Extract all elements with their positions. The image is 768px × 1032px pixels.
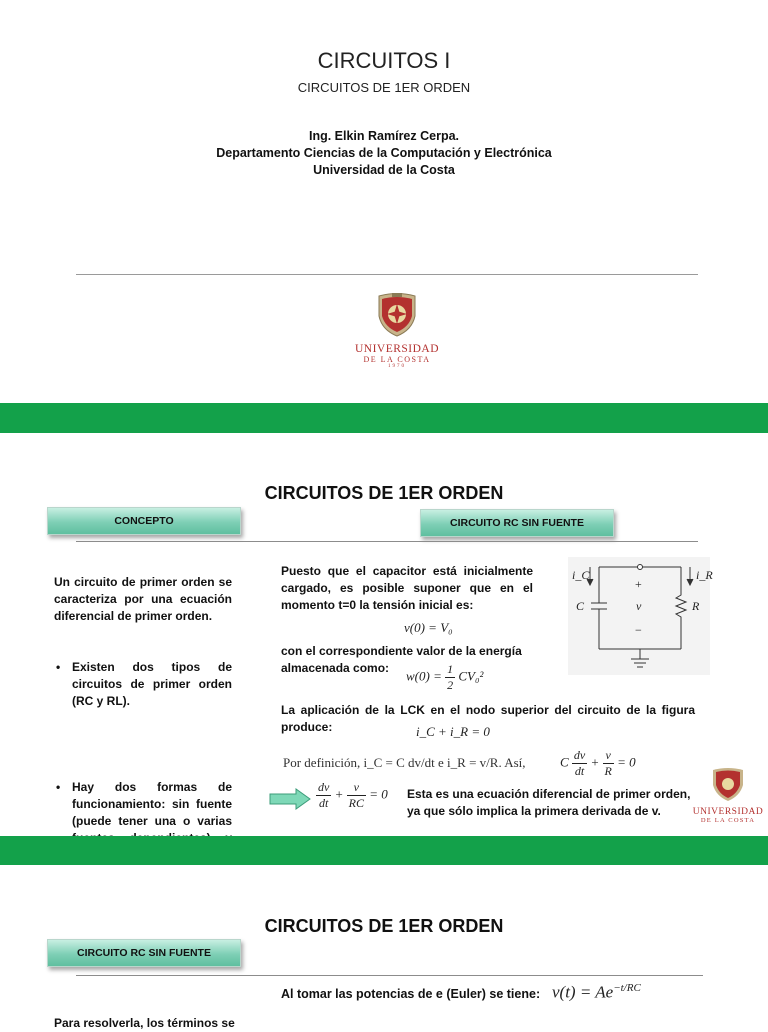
eq-term: dv [573, 748, 586, 762]
logo-sub: DE LA COSTA [700, 817, 756, 824]
eq-term: RC [348, 796, 364, 810]
definition-text: Por definición, i_C = C dv/dt e i_R = v/R. Así, [283, 755, 526, 770]
label-ic: i_C [572, 568, 590, 582]
final-text: Esta es una ecuación diferencial de primer orden, ya que sólo implica la primera derivada de v. [407, 787, 691, 818]
eq-kcl: i_C + i_R = 0 [416, 724, 490, 739]
eq-c-derivative [560, 748, 636, 779]
divider [76, 541, 698, 542]
eq-v0: v(0) = V₀ [404, 620, 453, 635]
bullet-item: • Existen dos tipos de circuitos de primer orden (RC y RL). [54, 659, 232, 710]
label-ir: i_R [696, 568, 713, 582]
euler-text: Al tomar las potencias de e (Euler) se tiene: [281, 987, 541, 1001]
logo-sub: DE LA COSTA [363, 355, 431, 364]
eq-term: = 0 [369, 786, 388, 802]
bullet-item: • Hay dos formas de funcionamiento: sin fuente (puede tener una o varias [54, 779, 232, 864]
shield-icon [690, 766, 766, 802]
eq-w0-rhs: CV₀² [458, 668, 484, 684]
eq-w0-den: 2 [447, 678, 454, 692]
slide1-author: Ing. Elkin Ramírez Cerpa. [308, 129, 460, 143]
divider [76, 975, 703, 976]
slide1-department: Departamento Ciencias de la Computación y Electrónica [216, 146, 552, 160]
label-v: v [636, 599, 642, 613]
green-band [0, 403, 768, 433]
slide2-heading: CIRCUITOS DE 1ER ORDEN [264, 483, 504, 503]
para-initial-voltage: Puesto que el capacitor está inicialmente cargado, es posible suponer que en el momento t=0 la tensión inicial es: [281, 564, 533, 612]
divider [76, 274, 698, 275]
logo-name: UNIVERSIDAD [692, 807, 764, 817]
label-plus: + [635, 577, 642, 591]
euler-eq [552, 982, 641, 1003]
university-logo [352, 290, 442, 369]
eq-w0 [406, 662, 483, 693]
eq-term: + [334, 786, 344, 802]
slide1-subtitle: CIRCUITOS DE 1ER ORDEN [297, 80, 471, 95]
eq-term: dv [318, 780, 330, 794]
label-r: R [692, 599, 700, 613]
eq-term: v(t) = Ae [552, 982, 614, 1002]
eq-w0-lhs: w(0) = [406, 668, 442, 684]
slide3-heading: CIRCUITOS DE 1ER ORDEN [264, 916, 504, 936]
eq-final [316, 780, 388, 811]
label-minus: − [635, 623, 642, 637]
university-logo-small [690, 766, 766, 826]
eq-term: v [347, 780, 366, 796]
green-band [0, 836, 768, 865]
bottom-text: Para resolverla, los términos se [54, 1016, 235, 1030]
concept-pill: CONCEPTO [47, 507, 241, 535]
para-energy: con el correspondiente valor de la energía almacenada como: [281, 644, 522, 675]
para-kcl: La aplicación de la LCK en el nodo superior del circuito de la figura produce: [281, 703, 695, 734]
eq-term: C [560, 754, 569, 770]
arrow-right-icon [268, 788, 312, 810]
eq-term: v [603, 748, 614, 764]
slide1-title: CIRCUITOS I [317, 48, 451, 73]
slide1-university: Universidad de la Costa [313, 163, 455, 177]
eq-term: −t/RC [613, 982, 641, 994]
eq-term: + [590, 754, 600, 770]
eq-term: = 0 [617, 754, 636, 770]
label-c: C [576, 599, 585, 613]
rc-circuit-diagram [568, 557, 713, 675]
logo-year: 1970 [388, 364, 406, 369]
eq-term: dt [318, 796, 329, 810]
rc-pill: CIRCUITO RC SIN FUENTE [420, 509, 614, 537]
eq-term: R [604, 764, 612, 778]
concept-text: Un circuito de primer orden se caracteriza por una ecuación diferencial de primer orden. [54, 575, 232, 623]
eq-term: dt [574, 764, 585, 778]
rc-pill: CIRCUITO RC SIN FUENTE [47, 939, 241, 967]
shield-icon [352, 290, 442, 338]
logo-name: UNIVERSIDAD [354, 343, 440, 355]
eq-w0-num: 1 [447, 662, 454, 676]
